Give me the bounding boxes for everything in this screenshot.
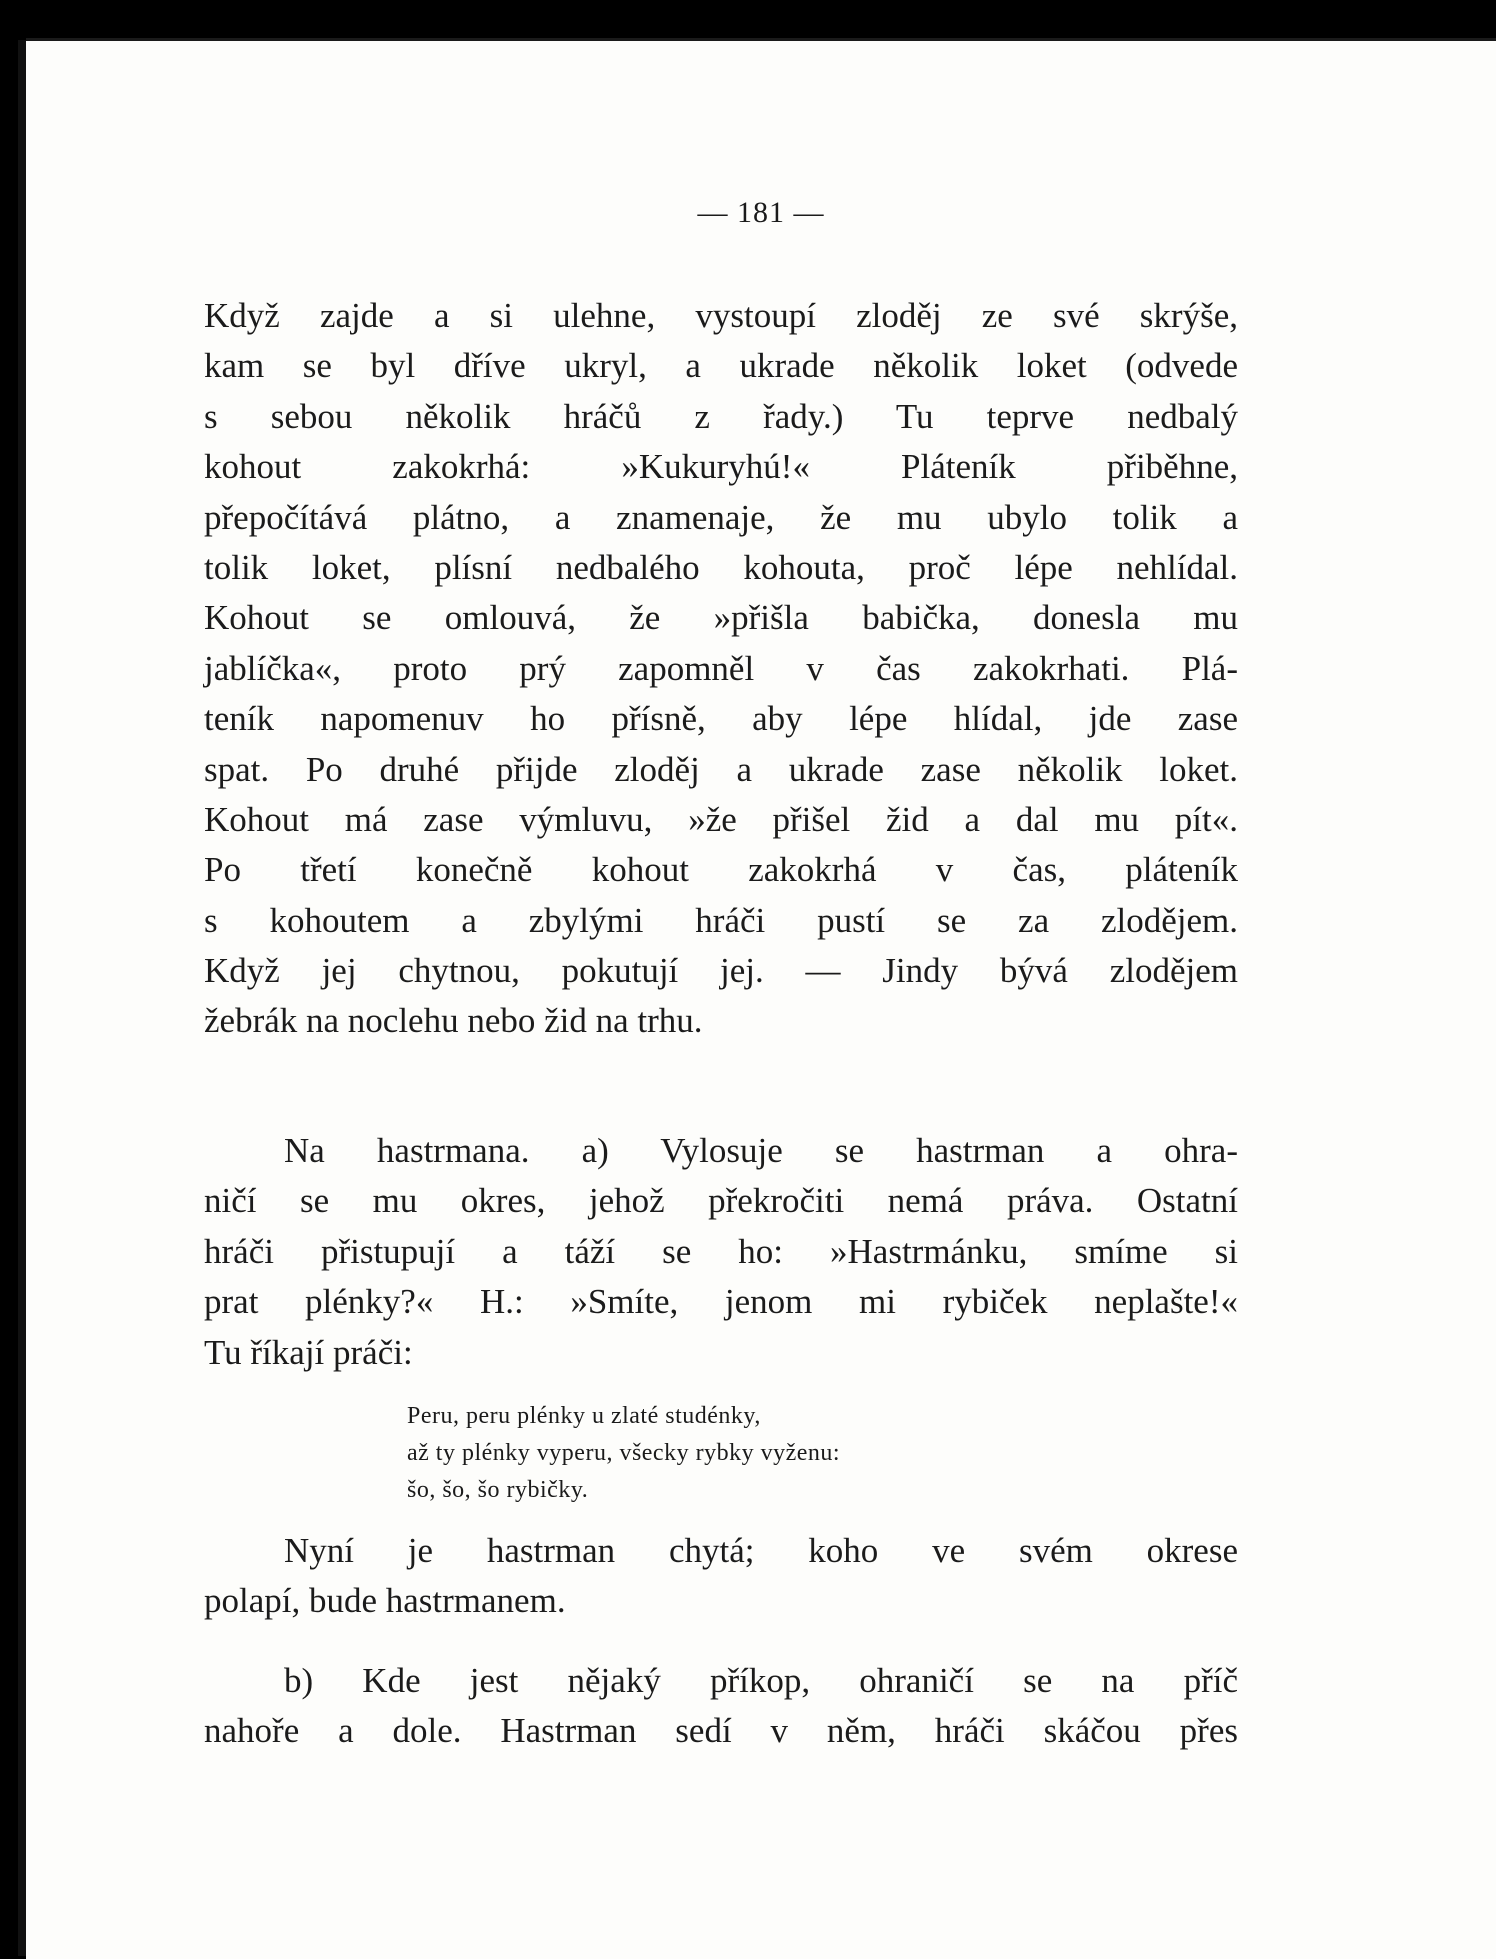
page-number: — 181 — (697, 196, 825, 229)
paragraph-na-hastrmana (204, 1126, 1238, 1378)
text-line: Kohout se omlouvá, že »přišla babička, donesla mu (204, 598, 1238, 638)
verse-line: šo, šo, šo rybičky. (407, 1477, 589, 1503)
text-line: hráči přistupují a táží se ho: »Hastrmánku, smíme si (204, 1231, 1238, 1271)
verse-line: až ty plénky vyperu, všecky rybky vyženu: (407, 1440, 841, 1466)
text-line: Po třetí konečně kohout zakokrhá v čas, pláteník (204, 850, 1238, 890)
text-line: jablíčka«, proto prý zapomněl v čas zakokrhati. Plá- (204, 648, 1238, 688)
paragraph-chytani (204, 1526, 1238, 1627)
text-line: ničí se mu okres, jehož překročiti nemá práva. Ostatní (204, 1181, 1238, 1221)
text-line: Nyní je hastrman chytá; koho ve svém okrese (284, 1531, 1238, 1570)
text-line: tolik loket, plísní nedbalého kohouta, proč lépe nehlídal. (204, 547, 1238, 587)
text-line: žebrák na noclehu nebo žid na trhu. (204, 1001, 703, 1041)
text-line: prat plénky?« H.: »Smíte, jenom mi rybiček neplašte!« (204, 1282, 1238, 1322)
text-line: teník napomenuv ho přísně, aby lépe hlídal, jde zase (204, 699, 1238, 739)
text-line: Když jej chytnou, pokutují jej. — Jindy bývá zlodějem (204, 951, 1238, 991)
text-line: polapí, bude hastrmanem. (204, 1581, 566, 1621)
text-line: Tu říkají práči: (204, 1332, 413, 1372)
text-line: spat. Po druhé přijde zloděj a ukrade zase několik loket. (204, 749, 1238, 789)
verse-block (407, 1398, 840, 1509)
book-page (26, 38, 1496, 1959)
text-line: přepočítává plátno, a znamenaje, že mu ubylo tolik a (204, 497, 1238, 537)
text-line: Kohout má zase výmluvu, »že přišel žid a dal mu pít«. (204, 799, 1238, 839)
text-line: kohout zakokrhá: »Kukuryhú!« Pláteník přiběhne, (204, 447, 1238, 487)
text-line: Když zajde a si ulehne, vystoupí zloděj ze své skrýše, (204, 296, 1238, 335)
text-line: Na hastrmana. a) Vylosuje se hastrman a ohra- (284, 1131, 1238, 1170)
text-line: s sebou několik hráčů z řady.) Tu teprve nedbalý (204, 396, 1238, 436)
paragraph-pekar (204, 291, 1238, 1047)
text-line: b) Kde jest nějaký příkop, ohraničí se na příč (284, 1661, 1238, 1700)
verse-line: Peru, peru plénky u zlaté studénky, (407, 1403, 761, 1429)
text-line: nahoře a dole. Hastrman sedí v něm, hráči skáčou přes (204, 1711, 1238, 1751)
text-line: s kohoutem a zbylými hráči pustí se za zlodějem. (204, 900, 1238, 940)
text-line: kam se byl dříve ukryl, a ukrade několik loket (odvede (204, 346, 1238, 386)
paragraph-prikop (204, 1656, 1238, 1757)
